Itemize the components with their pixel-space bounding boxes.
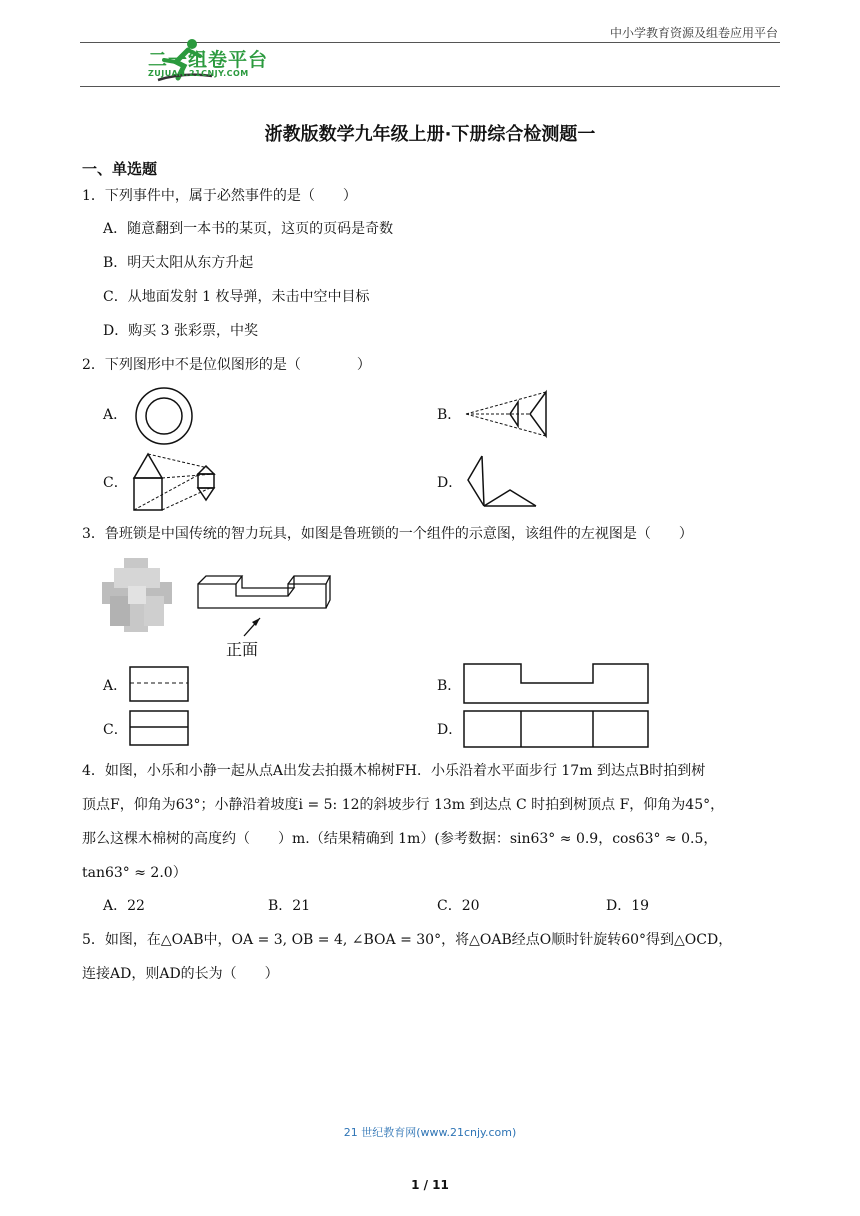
q3-stem: 3．鲁班锁是中国传统的智力玩具，如图是鲁班锁的一个组件的示意图，该组件的左视图是（ ） — [82, 526, 693, 542]
q2-figure-d-angle-shapes — [464, 454, 544, 510]
q4-line-1: 4．如图，小乐和小静一起从点A出发去拍摄木棉树FH．小乐沿着水平面步行 17m 到达点B时拍到树 — [82, 763, 706, 779]
logo-name: 二一组卷平台 — [148, 49, 269, 71]
q3-figure-d-three-cells — [463, 710, 651, 750]
logo-subtitle: ZUJUAN.21CNJY.COM — [148, 69, 249, 78]
q3-option-b: B． — [437, 678, 462, 694]
q3-option-c: C． — [103, 722, 128, 738]
q5-line-2: 连接AD，则AD的长为（ ） — [82, 966, 279, 982]
q2-figure-c-house-shapes — [130, 452, 220, 514]
page-number: 1 / 11 — [411, 1178, 449, 1192]
q1-option-b: B．明天太阳从东方升起 — [103, 255, 254, 271]
q4-line-4: tan63° ≈ 2.0） — [82, 865, 187, 881]
q2-option-a: A． — [103, 407, 128, 423]
q5-line-1: 5．如图，在△OAB中，OA = 3, OB = 4, ∠BOA = 30°，将△OAB经点O顺时针旋转60°得到△OCD， — [82, 932, 733, 948]
q4-line-2: 顶点F，仰角为63°；小静沿着坡度i = 5: 12的斜坡步行 13m 到达点 C 时拍到树顶点 F，仰角为45°， — [82, 797, 725, 813]
q3-component-sketch — [196, 574, 332, 614]
front-arrow-icon — [240, 614, 264, 638]
q4-option-a: A．22 — [103, 898, 145, 914]
q2-option-c: C． — [103, 475, 128, 491]
footer-site-link[interactable]: 21 世纪教育网(www.21cnjy.com) — [343, 1126, 517, 1139]
q3-figure-b-notched-rect — [463, 663, 651, 705]
q3-figure-c-split-rect — [129, 710, 191, 748]
q3-option-a: A． — [103, 678, 128, 694]
q1-stem: 1．下列事件中，属于必然事件的是（ ） — [82, 188, 357, 204]
q3-front-label: 正面 — [226, 640, 259, 659]
q4-option-d: D．19 — [606, 898, 650, 914]
q1-option-c: C．从地面发射 1 枚导弹，未击中空中目标 — [103, 289, 370, 305]
q4-option-b: B．21 — [268, 898, 311, 914]
q2-stem: 2．下列图形中不是位似图形的是（ ） — [82, 357, 371, 373]
q2-figure-b-triangles — [462, 390, 552, 438]
q2-option-b: B． — [437, 407, 462, 423]
q1-option-a: A．随意翻到一本书的某页，这页的页码是奇数 — [103, 221, 394, 237]
page-title: 浙教版数学九年级上册·下册综合检测题一 — [264, 124, 596, 145]
q3-option-d: D． — [437, 722, 463, 738]
q3-figure-a-dashed-rect — [129, 666, 191, 704]
q2-option-d: D． — [437, 475, 463, 491]
q3-luban-lock-photo — [100, 556, 174, 634]
q2-figure-a-concentric-circles — [134, 386, 194, 446]
q4-option-c: C．20 — [437, 898, 480, 914]
header-divider-bottom — [80, 86, 780, 87]
platform-name: 中小学教育资源及组卷应用平台 — [609, 26, 778, 40]
q4-line-3: 那么这棵木棉树的高度约（ ）m.（结果精确到 1m）(参考数据：sin63° ≈ 0.9，cos63° ≈ 0.5， — [82, 831, 718, 847]
q1-option-d: D．购买 3 张彩票，中奖 — [103, 323, 259, 339]
section-heading: 一、单选题 — [82, 160, 158, 178]
